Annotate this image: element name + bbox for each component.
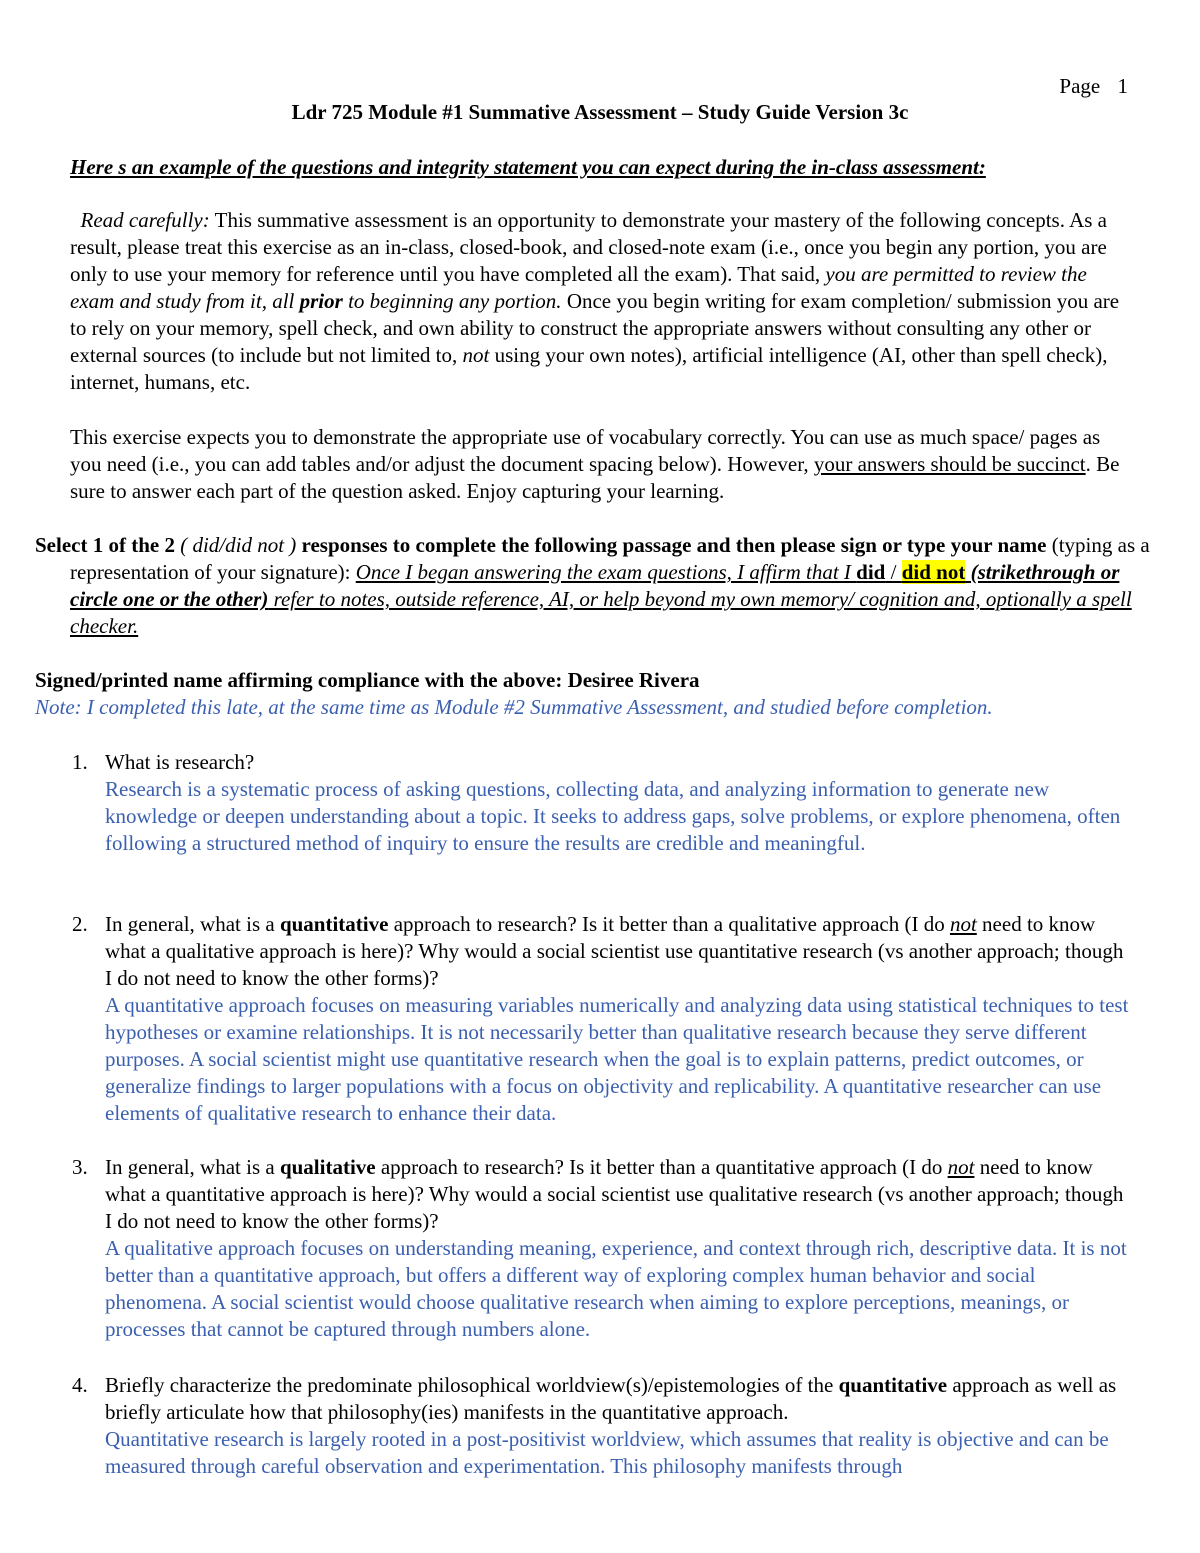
vocab-underlined: your answers should be succinct	[813, 452, 1086, 476]
select-bold-2: responses to complete the following passage and then please sign or type your name	[301, 533, 1047, 557]
answer-3: A qualitative approach focuses on understanding meaning, experience, and context through rich, descriptive data. It is not better than a quantitative approach, but offers a different way of exploring complex human behavior and social phenomena. A social scientist would choose qualitative research when aiming to explore perceptions, meanings, or processes that cannot be captured through numbers alone.	[105, 1236, 1127, 1341]
q2-not: not	[949, 912, 977, 936]
read-text-3: using your own notes), artificial intelligence (AI, other than spell check), internet, humans, etc.	[70, 343, 1108, 394]
question-3	[105, 1154, 1135, 1235]
select-paren: ( did/did not )	[174, 533, 302, 557]
affirm-text-1: Once I began answering the exam questions, I affirm that I	[355, 560, 857, 584]
question-4	[105, 1372, 1135, 1426]
q2-post: need to know what a qualitative approach is here)? Why would a social scientist use quantitative research (vs another approach; though I do not need to know the other forms)?	[105, 912, 1124, 990]
q2-mid: approach to research? Is it better than a qualitative approach (I do	[388, 912, 950, 936]
answer-1: Research is a systematic process of asking questions, collecting data, and analyzing information to generate new knowledge or deepen understanding about a topic. It seeks to address gaps, solve problems, or explore phenomena, often following a structured method of inquiry to ensure the results are credible and meaningful.	[105, 777, 1121, 855]
q4-pre: Briefly characterize the predominate philosophical worldview(s)/epistemologies of the	[105, 1373, 839, 1397]
affirm-strike-note: (strikethrough or circle one or the other)	[70, 560, 1120, 611]
question-1: What is research?	[105, 750, 255, 774]
q2-pre: In general, what is a	[105, 912, 280, 936]
read-italic-1: you are permitted to review the exam and study from it, all	[70, 262, 1087, 313]
document-title: Ldr 725 Module #1 Summative Assessment – Study Guide Version 3c	[291, 100, 909, 124]
affirm-did: did	[856, 560, 886, 584]
page-number: Page 1	[1059, 74, 1128, 98]
integrity-statement	[35, 532, 1170, 640]
read-text-1: This summative assessment is an opportunity to demonstrate your mastery of the following concepts. As a result, please treat this exercise as an in-class, closed-book, and closed-note exam (i.e., once you begin any portion, you are only to use your memory for reference until you have completed all the exam). That said,	[70, 208, 1107, 286]
q2-bold: quantitative	[279, 912, 389, 936]
select-plain: (typing as a representation of your signature):	[70, 533, 1150, 584]
question-number: 1.	[72, 750, 88, 774]
read-carefully-paragraph	[70, 207, 1130, 396]
affirm-slash: /	[885, 560, 902, 584]
q3-pre: In general, what is a	[105, 1155, 280, 1179]
answer-4: Quantitative research is largely rooted in a post-positivist worldview, which assumes that reality is objective and can be measured through careful observation and experimentation. This philosophy manifests through	[105, 1427, 1109, 1478]
select-bold-1: Select 1 of the 2	[35, 533, 175, 557]
signed-name: Signed/printed name affirming compliance with the above: Desiree Rivera	[35, 668, 700, 692]
affirm-text-2: refer to notes, outside reference, AI, or help beyond my own memory/ cognition and, optionally a spell checker.	[70, 587, 1132, 638]
question-number: 4.	[72, 1373, 88, 1397]
intro-heading: Here s an example of the questions and integrity statement you can expect during the in-class assessment:	[70, 155, 986, 179]
q3-mid: approach to research? Is it better than a quantitative approach (I do	[375, 1155, 948, 1179]
question-2	[105, 911, 1135, 992]
question-number: 3.	[72, 1155, 88, 1179]
q4-bold: quantitative	[838, 1373, 948, 1397]
question-number: 2.	[72, 912, 88, 936]
q3-post: need to know what a quantitative approach is here)? Why would a social scientist use qualitative research (vs another approach; though I do not need to know the other forms)?	[105, 1155, 1124, 1233]
read-prior: prior	[299, 289, 343, 313]
q4-post: approach as well as briefly articulate how that philosophy(ies) manifests in the quantitative approach.	[105, 1373, 1117, 1424]
vocab-text-2: . Be sure to answer each part of the question asked. Enjoy capturing your learning.	[70, 452, 1120, 503]
completion-note: Note: I completed this late, at the same time as Module #2 Summative Assessment, and studied before completion.	[35, 695, 993, 719]
q3-not: not	[947, 1155, 975, 1179]
read-not: not	[462, 343, 490, 367]
answer-2: A quantitative approach focuses on measuring variables numerically and analyzing data using statistical techniques to test hypotheses or examine relationships. It is not necessarily better than qualitative research because they serve different purposes. A social scientist might use quantitative research when the goal is to explain patterns, predict outcomes, or generalize findings to larger populations with a focus on objectivity and replicability. A quantitative researcher can use elements of qualitative research to enhance their data.	[105, 993, 1129, 1125]
affirm-did-not: did not	[901, 560, 966, 584]
read-carefully-lead: Read carefully:	[80, 208, 210, 232]
q3-bold: qualitative	[279, 1155, 376, 1179]
vocabulary-paragraph	[70, 424, 1130, 505]
vocab-text-1: This exercise expects you to demonstrate the appropriate use of vocabulary correctly. You can use as much space/ pages as you need (i.e., you can add tables and/or adjust the document spacing below). However,	[70, 425, 1101, 476]
read-text-2: Once you begin writing for exam completion/ submission you are to rely on your memory, spell check, and own ability to construct the appropriate answers without consulting any other or external sources (to include but not limited to,	[70, 289, 1120, 367]
read-italic-2: to beginning any portion.	[342, 289, 562, 313]
